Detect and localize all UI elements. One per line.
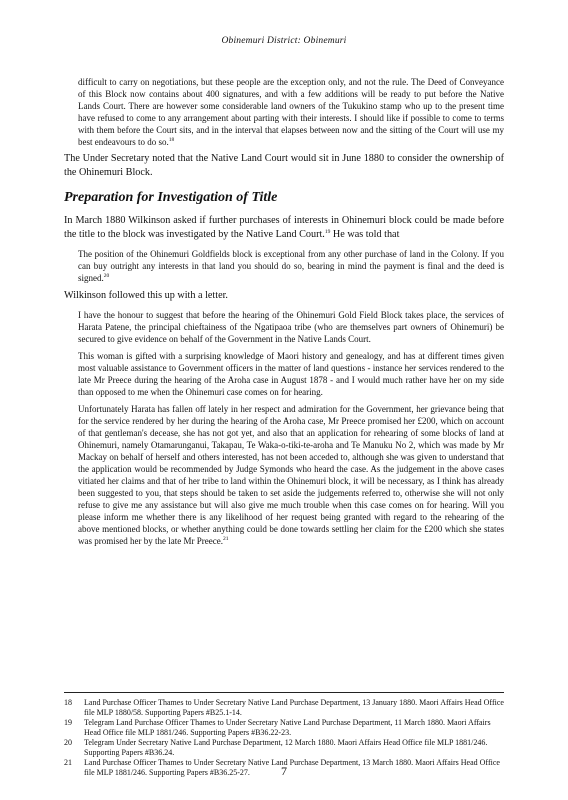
footnote-ref[interactable]: 18 (168, 137, 175, 143)
block-quote (78, 309, 504, 345)
quote-text: Unfortunately Harata has fallen off lately in her respect and admiration for the Government, her grievance being that for the service rendered by her during the hearing of the Aroha case, Mr Preece promised her £200, which on account of that gentleman's decease, she has not got yet, and also that an application for rehearing of some blocks of land at Ohinemuri, namely Otamarunganui, Takapau, Te Waka-o-tiki-te-aroha and Te Manuku No 2, which was made by Mr Mackay on behalf of herself and others interested, has not been acceded to, although she was given to understand that the application would be recommended by Judge Symonds who heard the case. As the judgement in the above cases vitiated her claims and that of her tribe to land within the Ohinemuri block, it will be necessary, as I think has already been suggested to you, that steps should be taken to set aside the judgements referred to, otherwise she will not only refuse to give me any assistance but will also give me much trouble when this case comes on for hearing. Will you please inform me whether there is any likelihood of her request being granted with regard to the rehearing of the above mentioned blocks, or whether anything could be done towards settling her claim for the £200 which she states was promised her by the late Mr Preece. (78, 404, 504, 546)
section-heading: Preparation for Investigation of Title (64, 190, 278, 205)
paragraph-text: Wilkinson followed this up with a letter. (64, 290, 228, 301)
quote-text: difficult to carry on negotiations, but these people are the exception only, and not the rule. The Deed of Conveyance of this Block now contains about 400 signatures, and with a few additions will be ready to put before the Native Lands Court. There are however some considerable land owners of the Tukukino stamp who up to the present time have refused to come to any arrangement about parting with their interests. I should like if possible to come to terms with them before the Court sits, and in the interval that elapses between now and the sitting of the Court will use my best endeavours to do so. (78, 77, 504, 147)
footnote (64, 718, 504, 737)
paragraph (64, 289, 504, 303)
footnote-ref[interactable]: 21 (222, 536, 229, 542)
footnote-number: 19 (64, 718, 72, 727)
block-quote (78, 76, 504, 148)
footnote-number: 20 (64, 738, 72, 747)
footnote-text: Telegram Under Secretary Native Land Purchase Department, 12 March 1880. Maori Affairs Head Office file MLP 1881/246. Supporting Papers #B36.24. (84, 738, 488, 757)
footnote-text: Telegram Land Purchase Officer Thames to Under Secretary Native Land Purchase Department, 11 March 1880. Maori Affairs Head Office file MLP 1881/246. Supporting Papers #B36.22-23. (84, 718, 491, 737)
footnote-text: Land Purchase Officer Thames to Under Secretary Native Land Purchase Department, 13 January 1880. Maori Affairs Head Office file MLP 1880/58. Supporting Papers #B25.1-14. (84, 698, 504, 717)
footnote-text: Land Purchase Officer Thames to Under Secretary Native Land Purchase Department, 13 March 1880. Maori Affairs Head Office file MLP 1881/246. Supporting Papers #B36.25-27. (84, 758, 500, 777)
footnote-ref[interactable]: 20 (103, 273, 110, 279)
page-body (64, 76, 504, 552)
paragraph-text: He was told that (330, 229, 400, 240)
footnote (64, 698, 504, 717)
footnote-divider (64, 692, 504, 693)
paragraph (64, 214, 504, 242)
block-quote (78, 350, 504, 398)
paragraph (64, 152, 504, 180)
quote-text: I have the honour to suggest that before the hearing of the Ohinemuri Gold Field Block takes place, the services of Harata Patene, the principal chieftainess of the Ngatipaoa tribe (who are themselves part owners of Ohinemuri) be secured to give evidence on behalf of the Government in the Native Lands Court. (78, 310, 504, 344)
paragraph-text: The Under Secretary noted that the Native Land Court would sit in June 1880 to consider the ownership of the Ohinemuri Block. (64, 153, 504, 178)
footnote-number: 21 (64, 758, 72, 767)
block-quote (78, 248, 504, 284)
block-quote (78, 403, 504, 547)
paragraph-text: In March 1880 Wilkinson asked if further purchases of interests in Ohinemuri block could be made before the title to the block was investigated by the Native Land Court. (64, 215, 504, 240)
footnote-number: 18 (64, 698, 72, 707)
quote-text: This woman is gifted with a surprising knowledge of Maori history and genealogy, and has at different times given most valuable assistance to Government officers in the matter of land questions - instance her services rendered to the late Mr Preece during the hearing of the Aroha case in August 1878 - and I would much rather have her on my side than opposed to me when the Ohinemuri case comes on for hearing. (78, 351, 504, 397)
footnote-ref[interactable]: 19 (324, 229, 331, 235)
running-head: Obinemuri District: Obinemuri (221, 36, 347, 46)
footnote (64, 738, 504, 757)
page-number: 7 (281, 764, 287, 778)
quote-text: The position of the Ohinemuri Goldfields block is exceptional from any other purchase of land in the Colony. If you can buy outright any interests in that land you should do so, bearing in mind the payment is final and the deed is signed. (78, 249, 504, 283)
